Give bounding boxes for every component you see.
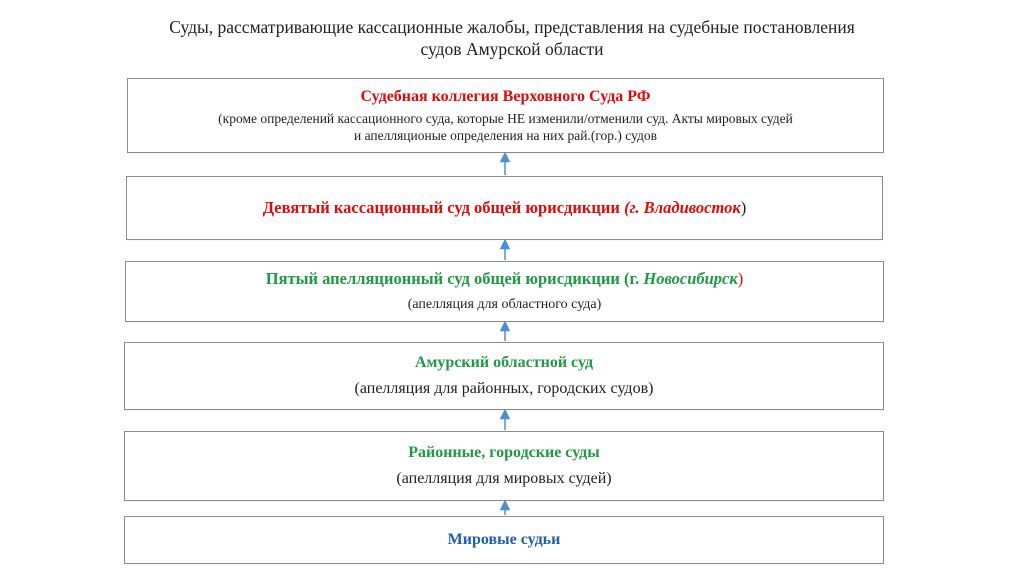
fifth-appeal-court-note: (апелляция для областного суда)	[407, 297, 602, 312]
supreme-court-box	[127, 78, 884, 153]
fifth-appeal-court-city: Новосибирск	[643, 269, 738, 288]
page-title-line-2: судов Амурской области	[420, 39, 604, 59]
fifth-appeal-court-box	[125, 261, 884, 322]
magistrate-judges-heading: Мировые судьи	[447, 531, 561, 548]
supreme-court-note-line-2: и апелляционые определения на них рай.(гор.) судов	[353, 128, 657, 143]
ninth-cassation-court-city: (г. Владивосток	[624, 198, 741, 217]
amur-regional-court-box	[124, 342, 884, 410]
district-courts-box	[124, 431, 884, 501]
ninth-cassation-court-heading	[263, 198, 746, 218]
page-title-line-1: Суды, рассматривающие кассационные жалобы, представления на судебные постановления	[169, 17, 855, 37]
page-title	[40, 16, 984, 60]
fifth-appeal-court-name: Пятый апелляционный суд общей юрисдикции (г.	[265, 269, 644, 288]
amur-regional-court-heading: Амурский областной суд	[414, 354, 594, 371]
magistrate-judges-box	[124, 516, 884, 564]
fifth-appeal-court-heading	[266, 269, 744, 289]
amur-regional-court-note: (апелляция для районных, городских судов)	[354, 380, 654, 397]
district-courts-note: (апелляция для мировых судей)	[396, 470, 612, 487]
ninth-cassation-court-name: Девятый кассационный суд общей юрисдикции	[262, 198, 625, 217]
ninth-cassation-court-close-paren: )	[740, 198, 747, 217]
fifth-appeal-court-close-paren: )	[737, 269, 744, 288]
supreme-court-note-line-1: (кроме определений кассационного суда, которые НЕ изменили/отменили суд. Акты мировых судей	[218, 111, 793, 126]
supreme-court-heading: Судебная коллегия Верховного Суда РФ	[360, 88, 651, 105]
district-courts-heading: Районные, городские суды	[408, 444, 600, 461]
ninth-cassation-court-box	[126, 176, 883, 240]
supreme-court-note	[218, 110, 793, 144]
